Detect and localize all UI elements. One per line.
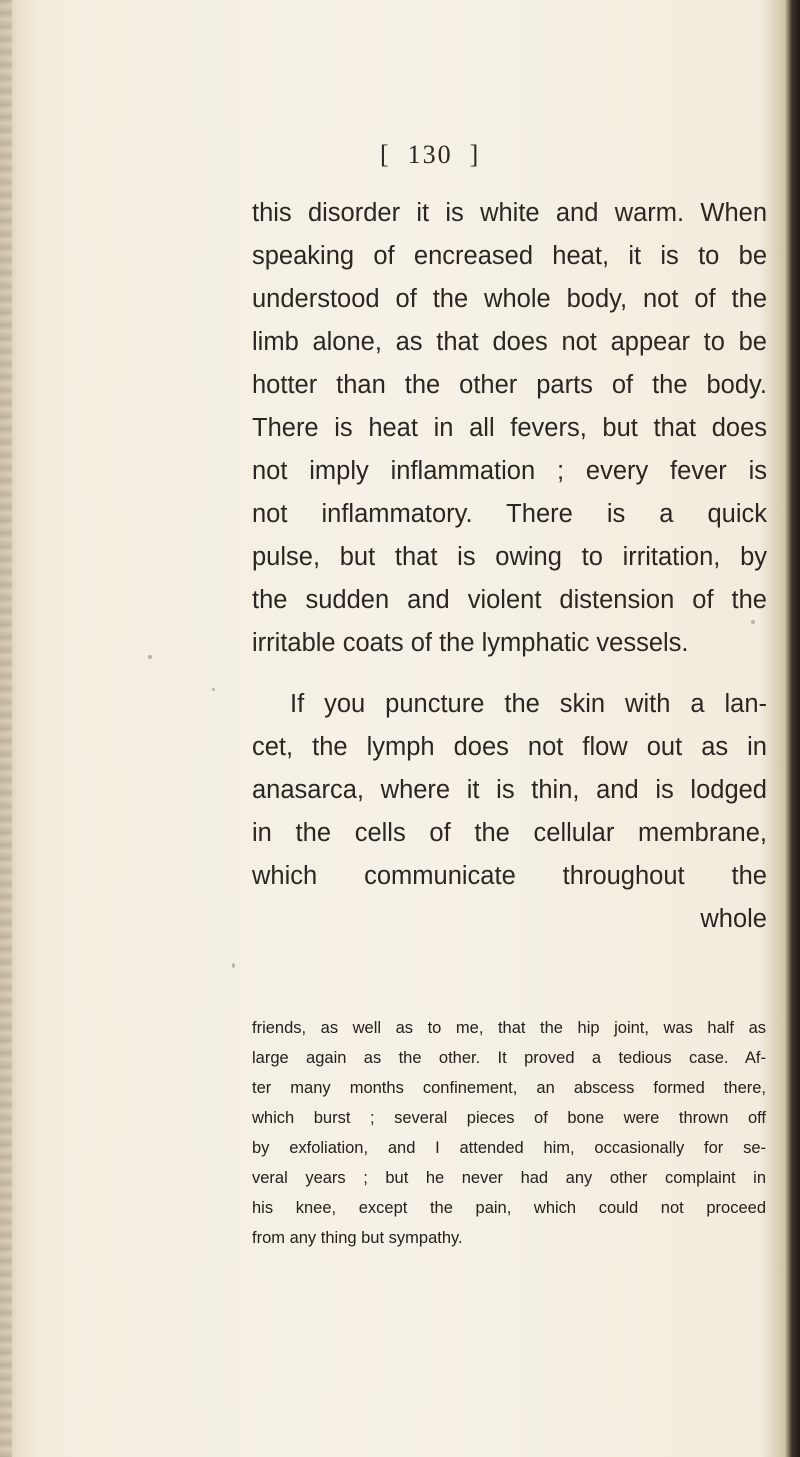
paragraph-2 <box>252 683 767 941</box>
footnote-line: from any thing but sympathy. <box>252 1229 463 1247</box>
footnote-line: which burst ; several pieces of bone were thrown off <box>252 1109 766 1127</box>
paper-speck <box>148 655 152 659</box>
paper-speck <box>232 963 235 968</box>
paper-speck <box>751 620 755 624</box>
text-line: this disorder it is white and warm. When <box>252 199 767 227</box>
text-line: understood of the whole body, not of the <box>252 285 767 313</box>
footnote-line: his knee, except the pain, which could not proceed <box>252 1199 766 1217</box>
text-line: If you puncture the skin with a lan- <box>290 690 767 718</box>
catchword: whole <box>700 905 767 933</box>
text-line: limb alone, as that does not appear to be <box>252 328 767 356</box>
page-gutter <box>0 0 12 1457</box>
footnote-line: by exfoliation, and I attended him, occasionally for se- <box>252 1139 766 1157</box>
text-line: cet, the lymph does not flow out as in <box>252 733 767 761</box>
text-line: speaking of encreased heat, it is to be <box>252 242 767 270</box>
footnote-line: veral years ; but he never had any other complaint in <box>252 1169 766 1187</box>
paragraph-1 <box>252 192 767 665</box>
text-line: hotter than the other parts of the body. <box>252 371 767 399</box>
text-line: irritable coats of the lymphatic vessels. <box>252 629 689 657</box>
text-line: which communicate throughout the <box>252 862 767 890</box>
text-line: anasarca, where it is thin, and is lodged <box>252 776 767 804</box>
text-line: the sudden and violent distension of the <box>252 586 767 614</box>
text-line: not inflammatory. There is a quick <box>252 500 767 528</box>
text-line: not imply inflammation ; every fever is <box>252 457 767 485</box>
footnote-line: ter many months confinement, an abscess formed there, <box>252 1079 766 1097</box>
page-number: [ 130 ] <box>380 140 481 169</box>
text-line: There is heat in all fevers, but that does <box>252 414 767 442</box>
text-line: in the cells of the cellular membrane, <box>252 819 767 847</box>
footnote <box>252 1013 766 1253</box>
footnote-line: large again as the other. It proved a tedious case. Af- <box>252 1049 766 1067</box>
paper-speck <box>212 688 215 691</box>
footnote-line: friends, as well as to me, that the hip joint, was half as <box>252 1019 766 1037</box>
text-line: pulse, but that is owing to irritation, by <box>252 543 767 571</box>
